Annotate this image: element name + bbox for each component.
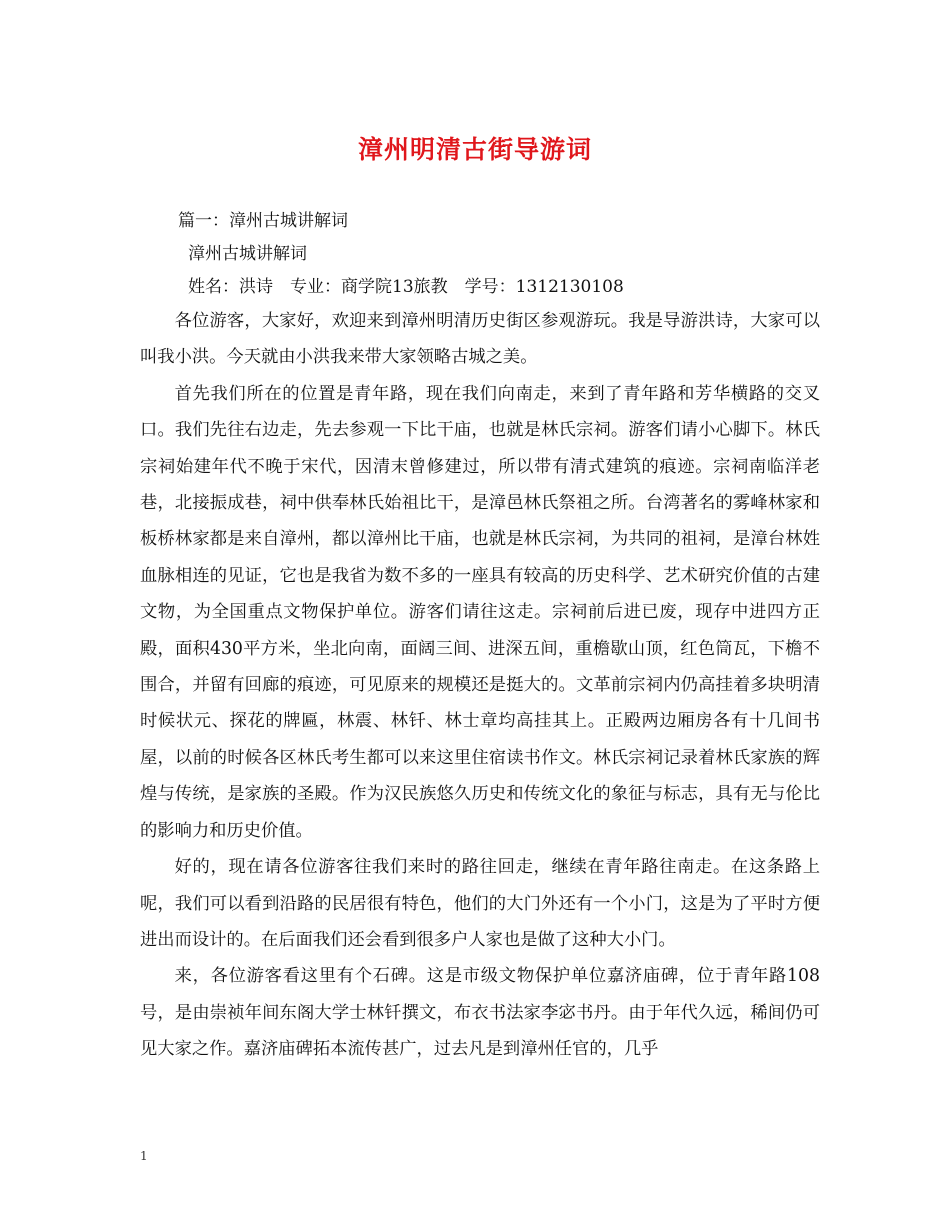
page-number: 1: [140, 1149, 148, 1163]
section-heading: 篇一：漳州古城讲解词: [178, 211, 348, 231]
paragraph: 首先我们所在的位置是青年路，现在我们向南走，来到了青年路和芳华横路的交叉口。我们先往右边走，先去参观一下比干庙，也就是林氏宗祠。游客们请小心脚下。林氏宗祠始建年代不晚于宋代，因清末曾修建过，所以带有清式建筑的痕迹。宗祠南临洋老巷，北接振成巷，祠中供奉林氏始祖比干，是漳邑林氏祭祖之所。台湾著名的雾峰林家和板桥林家都是来自漳州，都以漳州比干庙，也就是林氏宗祠，为共同的祖祠，是漳台林姓血脉相连的见证，它也是我省为数不多的一座具有较高的历史科学、艺术研究价值的古建文物，为全国重点文物保护单位。游客们请往这走。宗祠前后进已废，现存中进四方正殿，面积430平方米，坐北向南，面阔三间、进深五间，重檐歇山顶，红色筒瓦，下檐不围合，并留有回廊的痕迹，可见原来的规模还是挺大的。文革前宗祠内仍高挂着多块明清时候状元、探花的牌匾，林震、林钎、林士章均高挂其上。正殿两边厢房各有十几间书屋，以前的时候各区林氏考生都可以来这里住宿读书作文。林氏宗祠记录着林氏家族的辉煌与传统，是家族的圣殿。作为汉民族悠久历史和传统文化的象征与标志，具有无与伦比的影响力和历史价值。: [140, 383, 820, 841]
author-line: 姓名：洪诗 专业：商学院13旅教 学号：1312130108: [188, 277, 624, 297]
paragraph: 来，各位游客看这里有个石碑。这是市级文物保护单位嘉济庙碑，位于青年路108号，是由崇祯年间东阁大学士林钎撰文，布衣书法家李宓书丹。由于年代久远，稀间仍可见大家之作。嘉济庙碑拓本流传甚广，过去凡是到漳州任官的，几乎: [140, 966, 820, 1060]
section-subtitle: 漳州古城讲解词: [188, 244, 307, 264]
paragraph: 好的，现在请各位游客往我们来时的路往回走，继续在青年路往南走。在这条路上呢，我们可以看到沿路的民居很有特色，他们的大门外还有一个小门，这是为了平时方便进出而设计的。在后面我们还会看到很多户人家也是做了这种大小门。: [140, 857, 820, 950]
body-text: [140, 303, 820, 1068]
paragraph: 各位游客，大家好，欢迎来到漳州明清历史街区参观游玩。我是导游洪诗，大家可以叫我小洪。今天就由小洪我来带大家领略古城之美。: [140, 311, 820, 368]
document-title: 漳州明清古街导游词: [357, 135, 592, 164]
